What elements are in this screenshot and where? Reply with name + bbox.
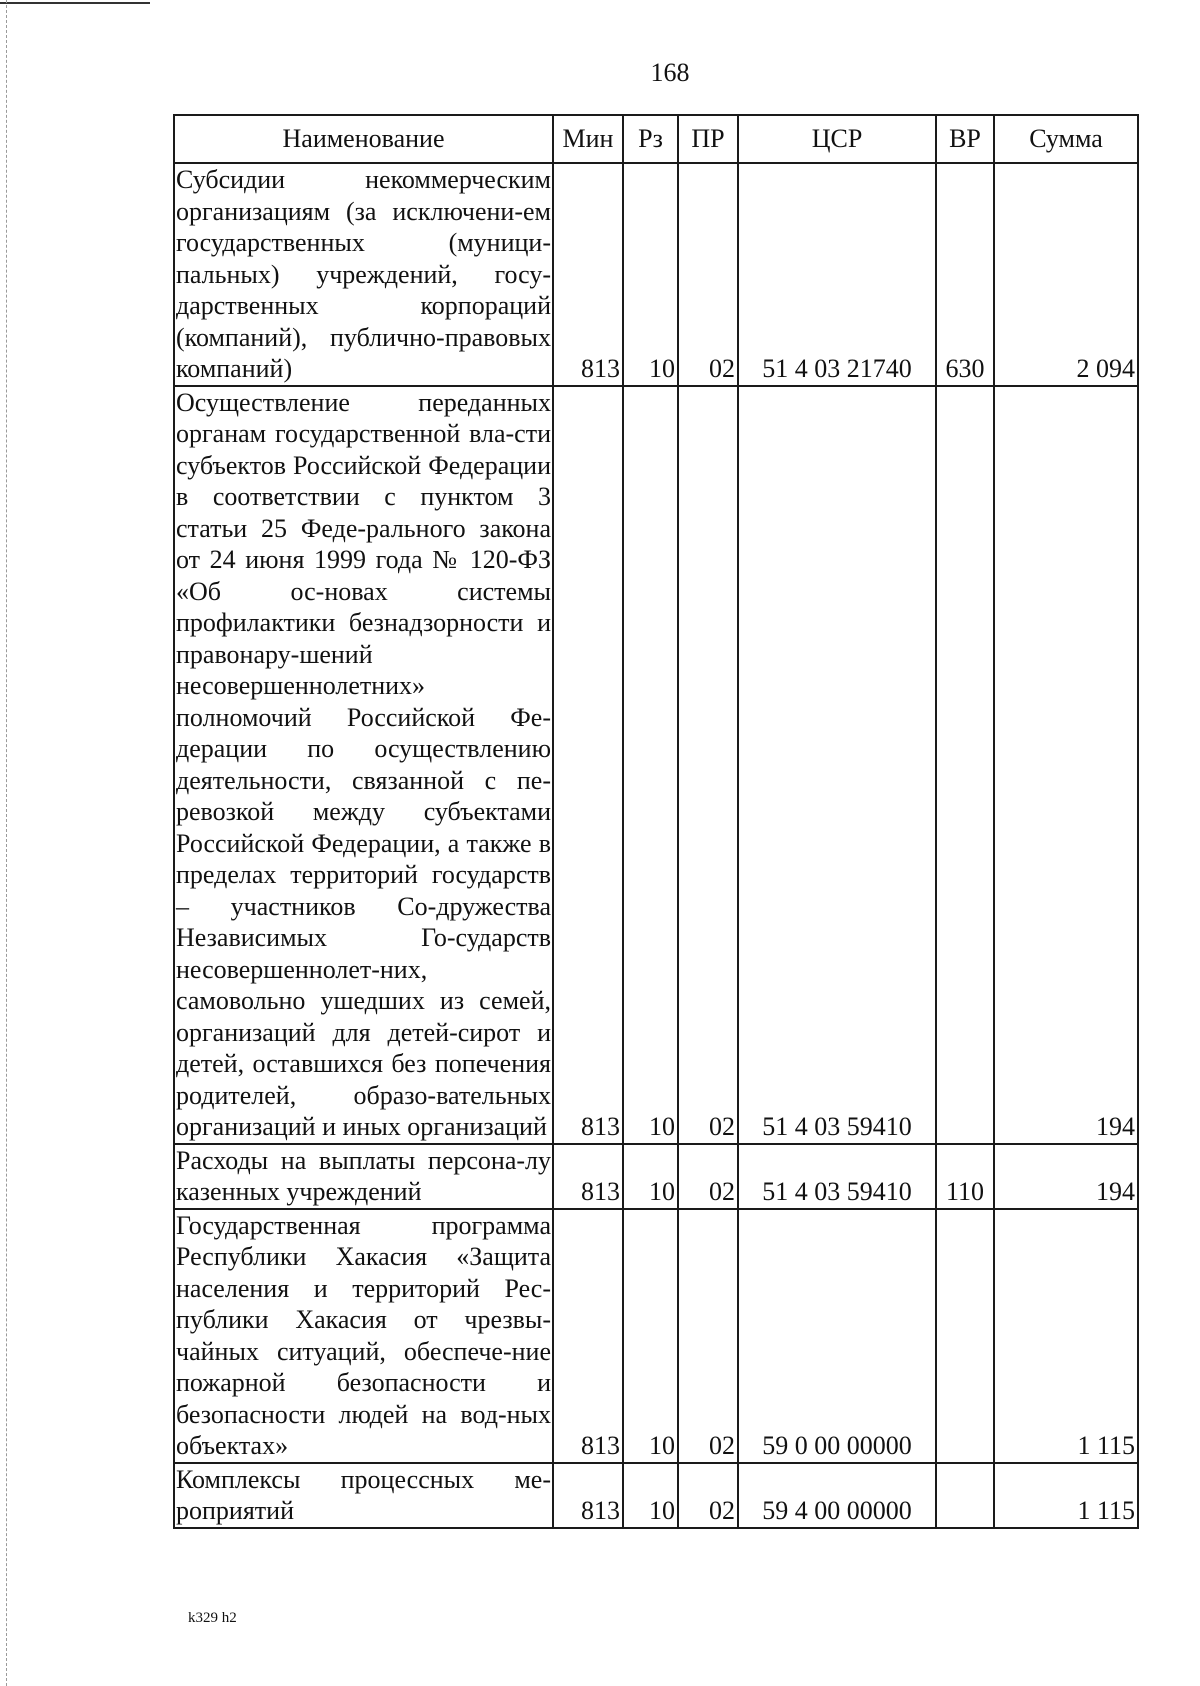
row-min: 813 xyxy=(553,386,623,1144)
row-pr: 02 xyxy=(678,1209,738,1463)
header-csr: ЦСР xyxy=(738,115,936,163)
document-code: k329 h2 xyxy=(188,1610,237,1626)
table-row xyxy=(174,1144,1138,1209)
row-pr: 02 xyxy=(678,163,738,386)
row-vr: 630 xyxy=(936,163,994,386)
row-pr: 02 xyxy=(678,1463,738,1528)
table-row xyxy=(174,1209,1138,1463)
header-rz: Рз xyxy=(623,115,678,163)
row-name: Субсидии некоммерческим организациям (за исключени-ем государственных (муници-пальных) учреждений, госу-дарственных корпораций (компаний), публично-правовых компаний) xyxy=(174,163,553,386)
row-sum: 1 115 xyxy=(994,1209,1138,1463)
row-csr: 51 4 03 21740 xyxy=(738,163,936,386)
row-rz: 10 xyxy=(623,1144,678,1209)
scan-edge-line xyxy=(0,2,150,4)
table-row xyxy=(174,386,1138,1144)
row-min: 813 xyxy=(553,1209,623,1463)
row-sum: 194 xyxy=(994,386,1138,1144)
row-rz: 10 xyxy=(623,1209,678,1463)
row-rz: 10 xyxy=(623,386,678,1144)
row-pr: 02 xyxy=(678,1144,738,1209)
row-vr: 110 xyxy=(936,1144,994,1209)
row-vr xyxy=(936,1209,994,1463)
header-sum: Сумма xyxy=(994,115,1138,163)
row-csr: 51 4 03 59410 xyxy=(738,386,936,1144)
row-min: 813 xyxy=(553,163,623,386)
row-min: 813 xyxy=(553,1144,623,1209)
row-sum: 2 094 xyxy=(994,163,1138,386)
row-name: Осуществление переданных органам государственной вла-сти субъектов Российской Федерации в соответствии с пунктом 3 статьи 25 Феде-рального закона от 24 июня 1999 года № 120-ФЗ «Об ос-новах системы профилактики безнадзорности и правонару-шений несовершеннолетних» полномочий Российской Фе-дерации по осуществлению деятельности, связанной с пе-ревозкой между субъектами Российской Федерации, а также в пределах территорий государств – участников Со-дружества Независимых Го-сударств несовершеннолет-них, самовольно ушедших из семей, организаций для детей-сирот и детей, оставшихся без попечения родителей, образо-вательных организаций и иных организаций xyxy=(174,386,553,1144)
scan-margin-line xyxy=(6,0,7,1686)
row-csr: 59 4 00 00000 xyxy=(738,1463,936,1528)
page-number: 168 xyxy=(650,58,690,87)
row-vr xyxy=(936,386,994,1144)
row-name: Государственная программа Республики Хакасия «Защита населения и территорий Рес-публики Хакасия от чрезвы-чайных ситуаций, обеспече-ние пожарной безопасности и безопасности людей на вод-ных объектах» xyxy=(174,1209,553,1463)
header-name: Наименование xyxy=(174,115,553,163)
budget-table xyxy=(173,114,1139,1529)
table-header-row xyxy=(174,115,1138,163)
row-sum: 194 xyxy=(994,1144,1138,1209)
row-name: Комплексы процессных ме-роприятий xyxy=(174,1463,553,1528)
row-sum: 1 115 xyxy=(994,1463,1138,1528)
row-csr: 51 4 03 59410 xyxy=(738,1144,936,1209)
row-rz: 10 xyxy=(623,163,678,386)
row-rz: 10 xyxy=(623,1463,678,1528)
table-row xyxy=(174,163,1138,386)
header-vr: ВР xyxy=(936,115,994,163)
row-min: 813 xyxy=(553,1463,623,1528)
table-row xyxy=(174,1463,1138,1528)
row-name: Расходы на выплаты персона-лу казенных учреждений xyxy=(174,1144,553,1209)
row-vr xyxy=(936,1463,994,1528)
row-csr: 59 0 00 00000 xyxy=(738,1209,936,1463)
header-pr: ПР xyxy=(678,115,738,163)
header-min: Мин xyxy=(553,115,623,163)
row-pr: 02 xyxy=(678,386,738,1144)
